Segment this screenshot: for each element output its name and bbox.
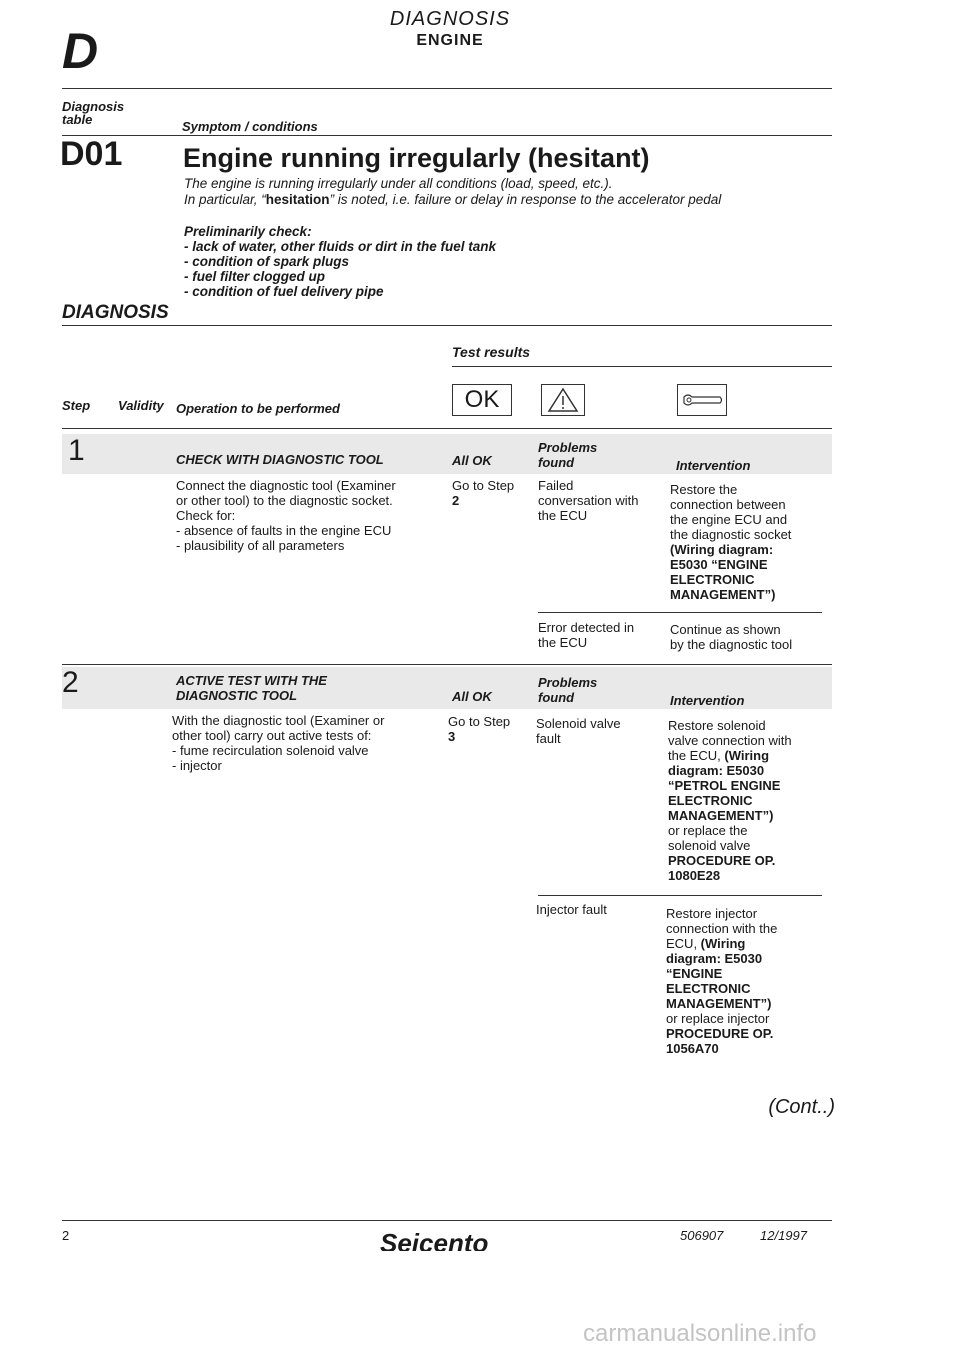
step-1-intervention-label: Intervention xyxy=(676,458,751,473)
diagnosis-heading: DIAGNOSIS xyxy=(62,302,169,323)
document-date: 12/1997 xyxy=(760,1228,807,1243)
step-1-operation: Connect the diagnostic tool (Examiner or other tool) to the diagnostic socket. Check for: - absence of faults in the engine ECU - plausibility of all parameters xyxy=(176,478,396,553)
symptom-rule xyxy=(62,135,832,136)
symptom-description xyxy=(184,176,824,208)
step-2-intervention-2: Restore injector connection with the ECU, (Wiring diagram: E5030 “ENGINE ELECTRONIC MANAGEMENT”) or replace injector PROCEDURE OP. 1056A70 xyxy=(666,906,778,1056)
preliminary-check-item: - fuel filter clogged up xyxy=(184,269,325,284)
step-1-title: CHECK WITH DIAGNOSTIC TOOL xyxy=(176,452,384,467)
table-header-rule xyxy=(62,428,832,429)
page-subtitle: ENGINE xyxy=(416,32,484,49)
symptom-conditions-label: Symptom / conditions xyxy=(182,119,318,134)
ok-symbol: OK xyxy=(452,384,512,416)
wrench-icon xyxy=(677,384,727,416)
symptom-title: Engine running irregularly (hesitant) xyxy=(183,143,650,173)
step-1-problem-1: Failed conversation with the ECU xyxy=(538,478,639,523)
step-1-intervention-1: Restore the connection between the engine ECU and the diagnostic socket (Wiring diagram: E5030 “ENGINE ELECTRONIC MANAGEMENT”) xyxy=(670,482,792,602)
symptom-description-line2: In particular, “hesitation” is noted, i.e. failure or delay in response to the accelerator pedal xyxy=(184,192,722,207)
preliminary-checks xyxy=(184,224,496,299)
footer-rule xyxy=(62,1220,832,1221)
step-2-operation: With the diagnostic tool (Examiner or other tool) carry out active tests of: - fume recirculation solenoid valve - injector xyxy=(172,713,385,773)
column-operation-header: Operation to be performed xyxy=(176,401,340,416)
step-2-all-ok-label: All OK xyxy=(452,689,492,704)
step-2-title: ACTIVE TEST WITH THE DIAGNOSTIC TOOL xyxy=(176,673,327,703)
continued-note: (Cont..) xyxy=(768,1096,835,1118)
diagnosis-rule xyxy=(62,325,832,326)
page-number: 2 xyxy=(62,1228,70,1243)
step-2-ok-result: Go to Step 3 xyxy=(448,714,511,744)
document-number: 506907 xyxy=(680,1228,724,1243)
step-1-number: 1 xyxy=(68,434,85,467)
diagnosis-table-label-line1: Diagnosis xyxy=(62,99,125,114)
preliminary-checks-title: Preliminarily check: xyxy=(184,224,312,239)
header-rule xyxy=(62,88,832,89)
warning-triangle-icon xyxy=(541,384,585,416)
step-2-problem-2: Injector fault xyxy=(536,902,607,917)
step-2-problem-divider xyxy=(538,895,822,896)
symptom-description-line1: The engine is running irregularly under all conditions (load, speed, etc.). xyxy=(184,176,613,191)
test-results-rule xyxy=(452,366,832,367)
step-2-number: 2 xyxy=(62,666,79,699)
step-1-intervention-2: Continue as shown by the diagnostic tool xyxy=(670,622,793,652)
step-1-all-ok-label: All OK xyxy=(452,453,492,468)
column-step-header: Step xyxy=(62,398,91,413)
diagnosis-table-label xyxy=(62,100,124,126)
step-2-problem-1: Solenoid valve fault xyxy=(536,716,621,746)
preliminary-check-item: - lack of water, other fluids or dirt in the fuel tank xyxy=(184,239,497,254)
step-1-ok-result: Go to Step 2 xyxy=(452,478,515,508)
page-title: DIAGNOSIS xyxy=(389,8,511,30)
brand-logo: Seicento xyxy=(380,1228,489,1251)
step-1-problems-found-label: Problems found xyxy=(538,440,598,470)
diagnosis-table-label-line2: table xyxy=(62,112,93,127)
step-2-rule xyxy=(62,664,832,665)
symptom-code: D01 xyxy=(60,135,123,173)
step-2-intervention-label: Intervention xyxy=(670,693,745,708)
test-results-label: Test results xyxy=(452,344,531,360)
preliminary-check-item: - condition of spark plugs xyxy=(184,254,349,269)
step-2-intervention-1: Restore solenoid valve connection with the ECU, (Wiring diagram: E5030 “PETROL ENGINE ELECTRONIC MANAGEMENT”) or replace the solenoid valve PROCEDURE OP. 1080E28 xyxy=(668,718,792,883)
preliminary-check-item: - condition of fuel delivery pipe xyxy=(184,284,384,299)
step-1-problem-2: Error detected in the ECU xyxy=(538,620,635,650)
watermark: carmanualsonline.info xyxy=(583,1320,817,1347)
step-1-problem-divider xyxy=(538,612,822,613)
section-letter: D xyxy=(62,23,99,79)
step-2-problems-found-label: Problems found xyxy=(538,675,598,705)
column-validity-header: Validity xyxy=(118,398,164,413)
